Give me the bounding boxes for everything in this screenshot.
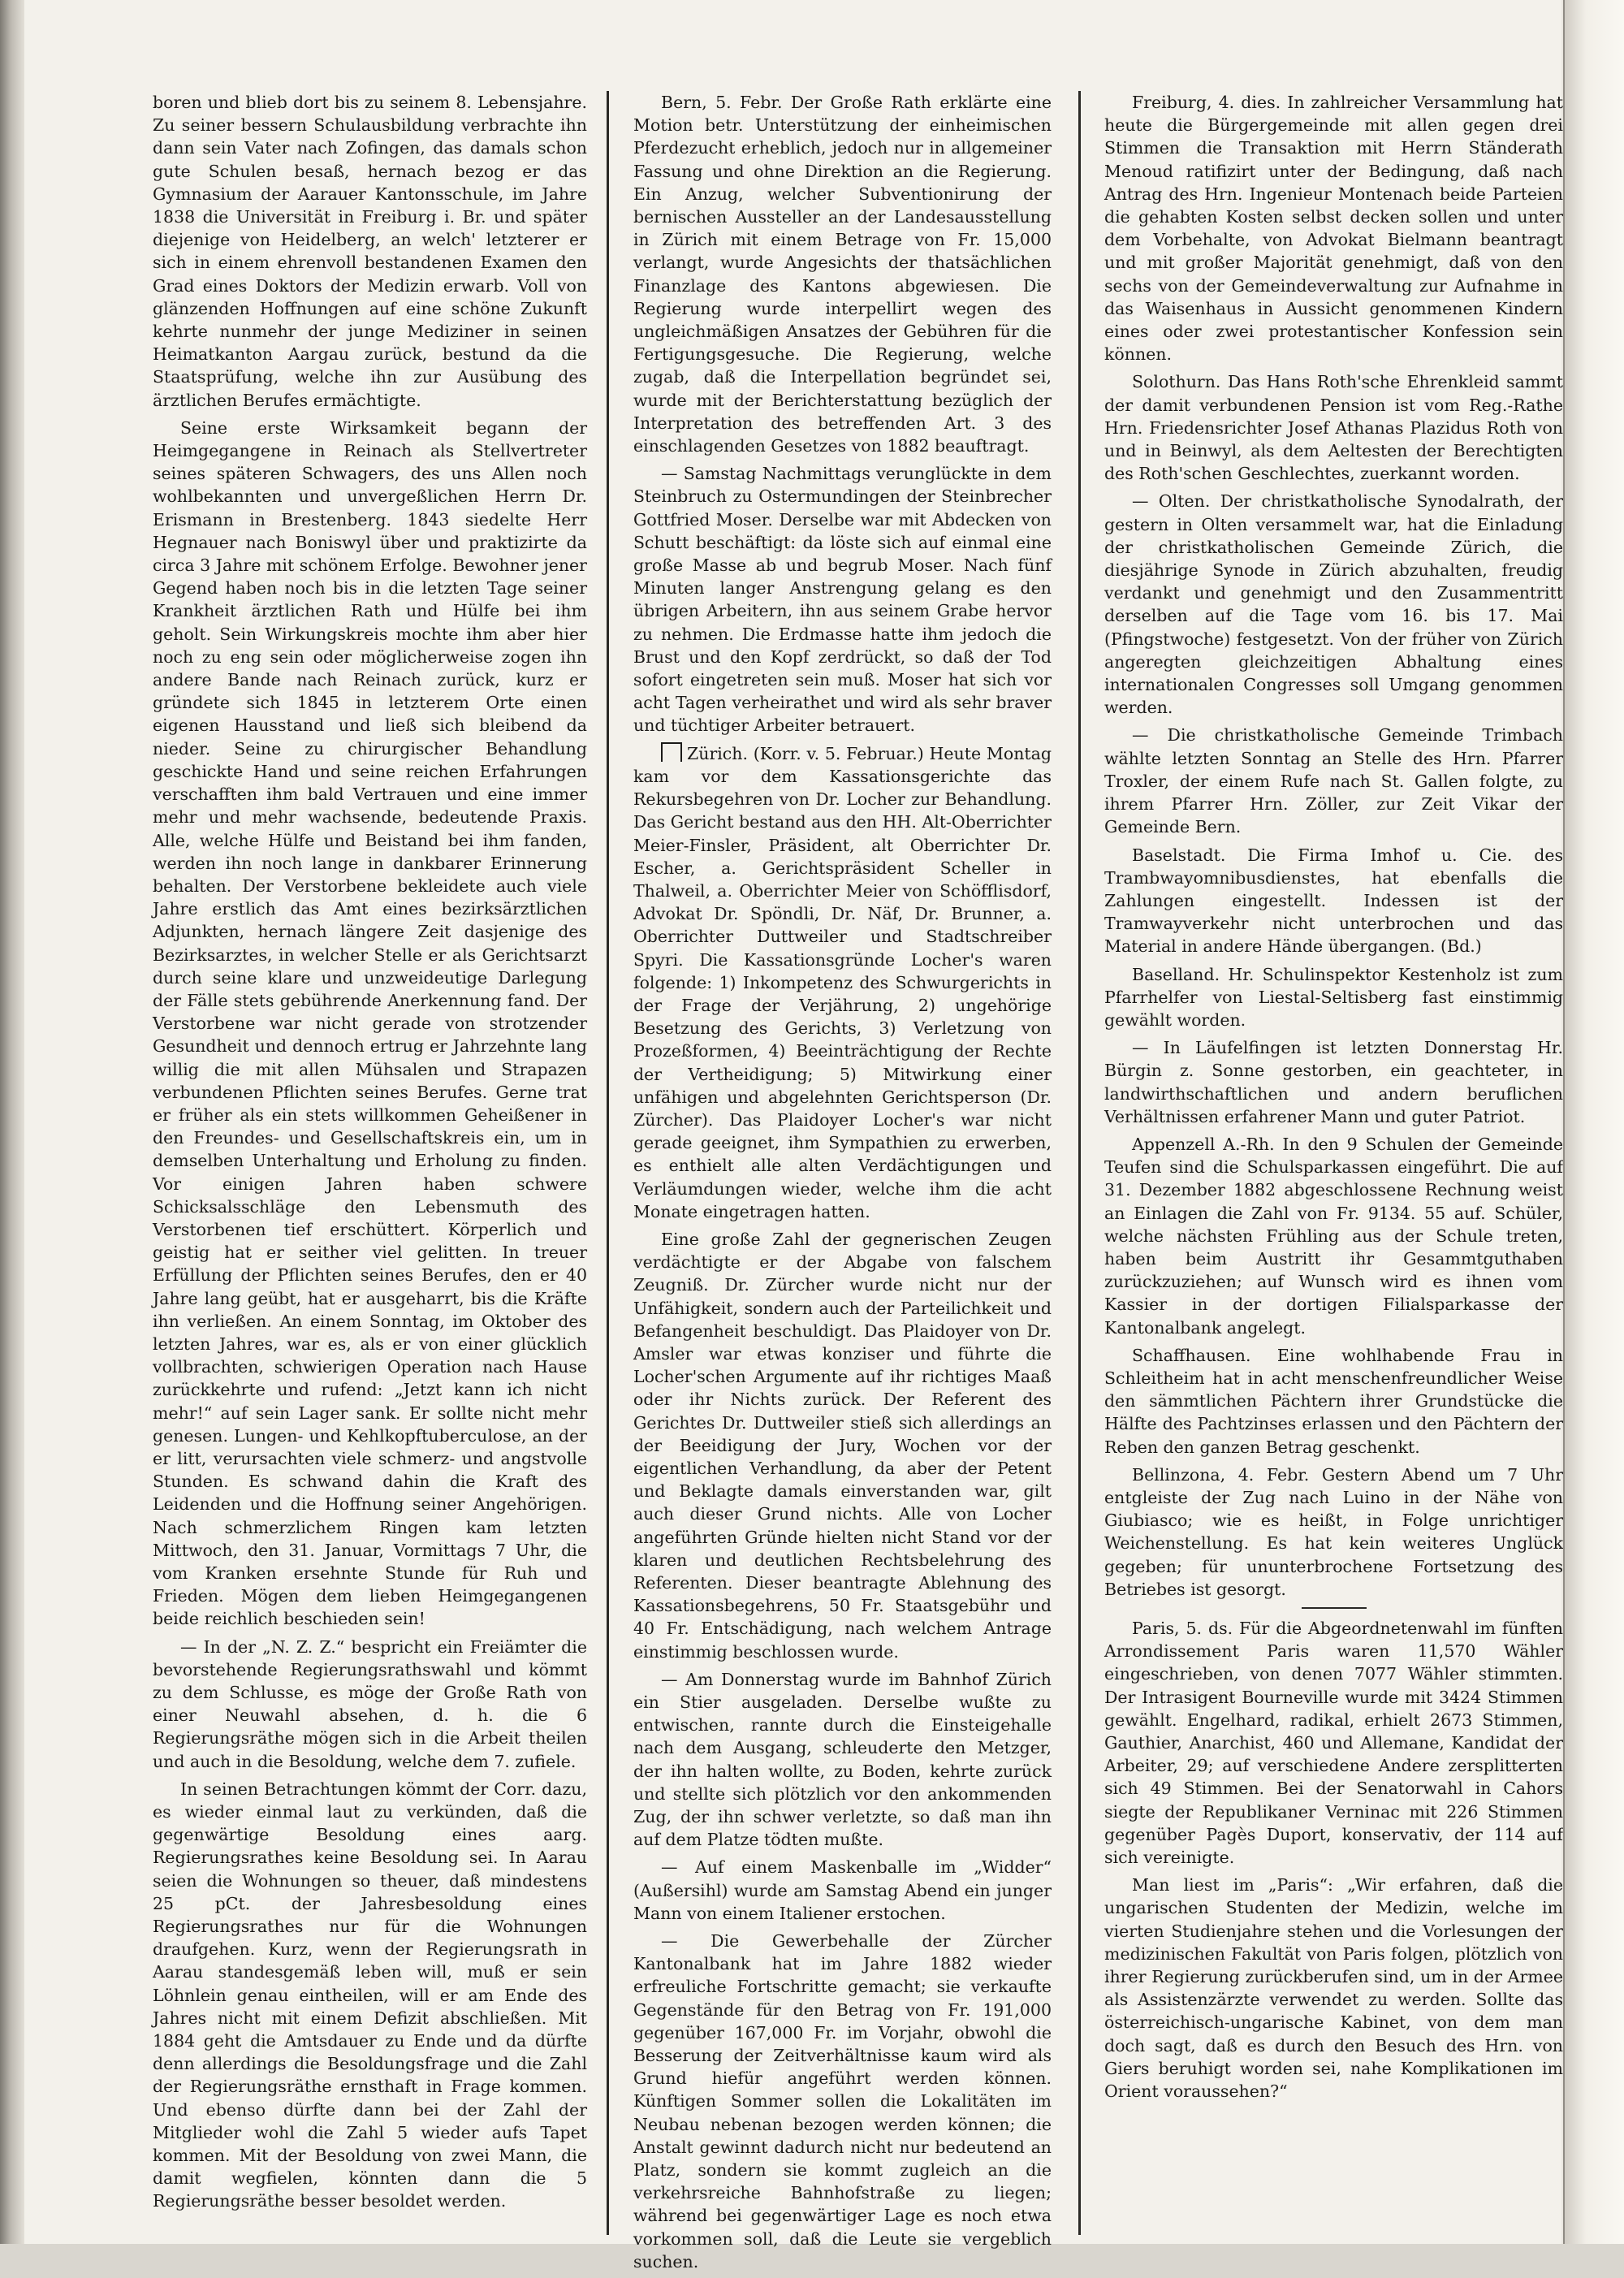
paragraph: Baselland. Hr. Schulinspektor Kestenholz ist zum Pfarrhelfer von Liestal-Seltisberg fast einstimmig gewählt worden. <box>1104 964 1563 1030</box>
paragraph-zurich <box>633 742 1052 1223</box>
section-separator <box>1302 1607 1367 1609</box>
newspaper-page <box>24 0 1563 2272</box>
correspondent-mark-icon <box>661 742 682 762</box>
paragraph: — Olten. Der christkatholische Synodalrath, der gestern in Olten versammelt war, hat die Einladung der christkatholischen Gemeinde Zürich, die diesjährige Synode in Zürich abzuhalten, freudig verdankt und genehmigt und den Zusammentritt derselben auf die Tage vom 16. bis 17. Mai (Pfingstwoche) festgesetzt. Von der früher von Zürich angeregten gleichzeitigen Abhaltung eines internationalen Congresses soll Umgang genommen werden. <box>1104 491 1563 718</box>
column-3 <box>1104 91 1563 2107</box>
paragraph: — Samstag Nachmittags verunglückte in dem Steinbruch zu Ostermundingen der Steinbrecher Gottfried Moser. Derselbe war mit Abdecken von Schutt beschäftigt: da löste sich auf einmal eine große Masse ab und begrub Moser. Nach fünf Minuten langer Anstrengung gelang es den übrigen Arbeitern, ihn aus seinem Grabe hervor zu nehmen. Die Erdmasse hatte ihm jedoch die Brust und den Kopf zerdrückt, so daß der Tod sofort eingetreten sein muß. Moser hat sich vor acht Tagen verheirathet und wird als sehr braver und tüchtiger Arbeiter betrauert. <box>633 464 1052 736</box>
paragraph: Paris, 5. ds. Für die Abgeordnetenwahl im fünften Arrondissement Paris waren 11,570 Wähler eingeschrieben, von denen 7077 Wähler stimmten. Der Intrasigent Bourneville wurde mit 3424 Stimmen gewählt. Engelhard, radikal, erhielt 2673 Stimmen, Gauthier, Anarchist, 460 und Allemane, Kandidat der Arbeiter, 29; auf verschiedene Andere zersplitterten sich 49 Stimmen. Bei der Senatorwahl in Cahors siegte der Republikaner Verninac mit 226 Stimmen gegenüber Pagès Duport, konservativ, der 114 auf sich vereinigte. <box>1104 1619 1563 1868</box>
binding-edge <box>0 0 24 2244</box>
paragraph: Schaffhausen. Eine wohlhabende Frau in Schleitheim hat in acht menschenfreundlicher Weise den sämmtlichen Pächtern ihrer Grundstücke die Hälfte des Pachtzinses erlassen und den Pächtern der Reben den ganzen Betrag geschenkt. <box>1104 1345 1563 1457</box>
paragraph: Appenzell A.-Rh. In den 9 Schulen der Gemeinde Teufen sind die Schulsparkassen eingeführt. Die auf 31. Dezember 1882 abgeschlossene Rechnung weist an Einlagen die Zahl von Fr. 9134. 55 auf. Schüler, welche nächsten Frühling aus der Schule treten, haben beim Austritt ihr Gesammtguthaben zurückzuziehen; auf Wunsch wird es ihnen vom Kassier in der dortigen Filialsparkasse der Kantonalbank angelegt. <box>1104 1134 1563 1338</box>
paragraph: — Die christkatholische Gemeinde Trimbach wählte letzten Sonntag an Stelle des Hrn. Pfarrer Troxler, der einem Rufe nach St. Gallen folgte, zu ihrem Pfarrer Hrn. Zöller, zur Zeit Vikar der Gemeinde Bern. <box>1104 725 1563 837</box>
paragraph: — In Läufelfingen ist letzten Donnerstag Hr. Bürgin z. Sonne gestorben, ein geachteter, in landwirthschaftlichen und andern beruflichen Verhältnissen erfahrener Mann und guter Patriot. <box>1104 1038 1563 1126</box>
paragraph: Eine große Zahl der gegnerischen Zeugen verdächtigte er der Abgabe von falschem Zeugniß. Dr. Zürcher wurde nicht nur der Unfähigkeit, sondern auch der Parteilichkeit und Befangenheit beschuldigt. Das Plaidoyer von Dr. Amsler war etwas konziser und führte die Locher'schen Argumente auf ihr richtiges Maaß oder ihr Nichts zurück. Der Referent des Gerichtes Dr. Duttweiler stieß sich allerdings an der Beeidigung der Jury, Wochen vor der eigentlichen Verhandlung, da aber der Petent und Beklagte damals einverstanden war, gilt auch dieser Grund nichts. Alle von Locher angeführten Gründe hielten nicht Stand vor der klaren und deutlichen Rechtsbelehrung des Referenten. Dieser beantragte Ablehnung des Kassationsbegehrens, 50 Fr. Staatsgebühr und 40 Fr. Entschädigung, nach welchem Antrage einstimmig beschlossen wurde. <box>633 1229 1052 1662</box>
paragraph: boren und blieb dort bis zu seinem 8. Lebensjahre. Zu seiner bessern Schulausbildung verbrachte ihn dann sein Vater nach Zofingen, das damals schon gute Schulen besaß, hernach bezog er das Gymnasium der Aarauer Kantonsschule, im Jahre 1838 die Universität in Freiburg i. Br. und später diejenige von Heidelberg, an welch' letzterer er sich in einem ehrenvoll bestandenen Examen den Grad eines Doktors der Medizin erwarb. Voll von glänzenden Hoffnungen auf eine schöne Zukunft kehrte nunmehr der junge Mediziner in seinen Heimatkanton Aargau zurück, bestund da die Staatsprüfung, welche ihn zur Ausübung des ärztlichen Berufes ermächtigte. <box>153 93 587 410</box>
paragraph: Solothurn. Das Hans Roth'sche Ehrenkleid sammt der damit verbundenen Pension ist vom Reg.-Rathe Hrn. Friedensrichter Josef Athanas Plazidus Roth von und in Beinwyl, als dem Aeltesten der Berechtigten des Roth'schen Geschlechtes, zuerkannt worden. <box>1104 372 1563 484</box>
paragraph: Freiburg, 4. dies. In zahlreicher Versammlung hat heute die Bürgergemeinde mit allen gegen drei Stimmen die Transaktion mit Herrn Ständerath Menoud ratifizirt unter der Bedingung, daß nach Antrag des Hrn. Ingenieur Montenach beide Parteien die gehabten Kosten selbst decken sollen und unter dem Vorbehalte, von Advokat Bielmann beantragt und mit großer Majorität genehmigt, daß von den sechs von der Gemeindeverwaltung zur Aufnahme in das Waisenhaus in Aussicht genommenen Kindern eines oder zwei protestantischer Konfession sein können. <box>1104 93 1563 365</box>
paragraph: — In der „N. Z. Z.“ bespricht ein Freiämter die bevorstehende Regierungsrathswahl und kömmt zu dem Schlusse, es möge der Große Rath von einer Neuwahl absehen, d. h. die 6 Regierungsräthe mögen sich in die Arbeit theilen und auch in die Besoldung, welche dem 7. zufiele. <box>153 1636 587 1771</box>
paragraph: Seine erste Wirksamkeit begann der Heimgegangene in Reinach als Stellvertreter seines späteren Schwagers, des uns Allen noch wohlbekannten und unvergeßlichen Herrn Dr. Erismann in Brestenberg. 1843 siedelte Herr Hegnauer nach Boniswyl über und praktizirte da circa 3 Jahre mit schönem Erfolge. Bewohner jener Gegend haben noch bis in die letzten Tage seiner Krankheit ärztlichen Rath und Hülfe bei ihm geholt. Sein Wirkungskreis mochte ihm aber hier noch zu eng sein oder möglicherweise zogen ihn andere Bande nach Reinach zurück, kurz er gründete sich 1845 in letzterem Orte einen eigenen Hausstand und ließ sich bleibend da nieder. Seine zu chirurgischer Behandlung geschickte Hand und seine reichen Erfahrungen verschafften ihm bald Vertrauen und eine immer mehr und mehr wachsende, bedeutende Praxis. Alle, welche Hülfe und Beistand bei ihm fanden, werden ihn noch lange in dankbarer Erinnerung behalten. Der Verstorbene bekleidete auch viele Jahre erstlich das Amt eines bezirksärztlichen Adjunkten, hernach längere Zeit dasjenige des Bezirksarztes, in welcher Stelle er als Gerichtsarzt durch seine klare und unzweideutige Darlegung der Fälle stets gebührende Anerkennung fand. Der Verstorbene war nicht gerade von strotzender Gesundheit und dennoch ertrug er Jahrzehnte lang willig die mit allen Mühsalen und Strapazen verbundenen Pflichten seines Berufes. Gerne trat er früher als ein stets willkommen Geheißener in den Freundes- und Gesellschaftskreis ein, um in demselben Unterhaltung und Erholung zu finden. Vor einigen Jahren haben schwere Schicksalsschläge den Lebensmuth des Verstorbenen tief erschüttert. Körperlich und geistig hat er seither viel gelitten. In treuer Erfüllung der Pflichten seines Berufes, den er 40 Jahre lang geübt, hat er ausgeharrt, bis die Kräfte ihn verließen. An einem Sonntag, im Oktober des letzten Jahres, war es, als er von einer glücklich vollbrachten, schwierigen Operation nach Hause zurückkehrte und rufend: „Jetzt kann ich nicht mehr!“ auf sein Lager sank. Er sollte nicht mehr genesen. Lungen- und Kehlkopftuberculose, an der er litt, verursachten viele schmerz- und angstvolle Stunden. Es schwand dahin die Kraft des Leidenden und die Hoffnung seiner Angehörigen. Nach schmerzlichem Ringen kam letzten Mittwoch, den 31. Januar, Vormittags 7 Uhr, die vom Kranken ersehnte Stunde für Ruh und Frieden. Mögen dem lieben Heimgegangenen beide reichlich beschieden sein! <box>153 417 587 1629</box>
column-2 <box>633 91 1052 2278</box>
paragraph: In seinen Betrachtungen kömmt der Corr. dazu, es wieder einmal laut zu verkünden, daß die gegenwärtige Besoldung eines aarg. Regierungsrathes keine Besoldung sei. In Aarau seien die Wohnungen so theuer, daß mindestens 25 pCt. der Jahresbesoldung eines Regierungsrathes nur für die Wohnungen draufgehen. Kurz, wenn der Regierungsrath in Aarau standesgemäß leben will, muß er sein Löhnlein genau eintheilen, will er am Ende des Jahres nicht mit einem Defizit abschließen. Mit 1884 geht die Amtsdauer zu Ende und da dürfte denn allerdings die Besoldungsfrage und die Zahl der Regierungsräthe ernsthaft in Frage kommen. Und ebenso dürfte dann bei der Zahl der Mitglieder wohl die Zahl 5 wieder aufs Tapet kommen. Mit der Besoldung von zwei Mann, die damit wegfielen, könnten dann die 5 Regierungsräthe besser besoldet werden. <box>153 1779 587 2211</box>
paragraph: — Am Donnerstag wurde im Bahnhof Zürich ein Stier ausgeladen. Derselbe wußte zu entwischen, rannte durch die Einsteigehalle nach dem Ausgang, schleuderte den Metzger, der ihn halten wollte, zu Boden, kehrte zurück und stellte sich plötzlich vor den ankommenden Zug, der ihn schwer verletzte, so daß man ihn auf dem Platze tödten mußte. <box>633 1669 1052 1850</box>
column-divider <box>1078 91 1081 2235</box>
paragraph: — Auf einem Maskenballe im „Widder“ (Außersihl) wurde am Samstag Abend ein junger Mann von einem Italiener erstochen. <box>633 1857 1052 1923</box>
paragraph: Baselstadt. Die Firma Imhof u. Cie. des Trambwayomnibusdienstes, hat ebenfalls die Zahlungen eingestellt. Indessen ist der Tramwayverkehr nicht unterbrochen und das Material in andere Hände übergangen. (Bd.) <box>1104 845 1563 957</box>
column-1 <box>153 91 587 2218</box>
adjacent-page-edge <box>1563 0 1624 2244</box>
paragraph-text: Zürich. (Korr. v. 5. Februar.) Heute Montag kam vor dem Kassationsgerichte das Rekursbegehren von Dr. Locher zur Behandlung. Das Gericht bestand aus den HH. Alt-Oberrichter Meier-Finsler, Präsident, alt Oberrichter Dr. Escher, a. Gerichtspräsident Scheller in Thalweil, a. Oberrichter Meier von Schöfflisdorf, Advokat Dr. Spöndli, Dr. Näf, Dr. Brunner, a. Oberrichter Duttweiler und Stadtschreiber Spyri. Die Kassationsgründe Locher's waren folgende: 1) Inkompetenz des Schwurgerichts in der Frage der Verjährung, 2) ungehörige Besetzung des Gerichts, 3) Verletzung von Prozeßformen, 4) Beeinträchtigung der Rechte der Vertheidigung; 5) Mitwirkung einer unfähigen und abgelehnten Gerichtsperson (Dr. Zürcher). Das Plaidoyer Locher's war nicht gerade geeignet, ihm Sympathien zu erwerben, es enthielt alle alten Verdächtigungen und Verläumdungen wieder, welche ihm die acht Monate eingetragen hatten. <box>633 743 1052 1221</box>
paragraph: Bern, 5. Febr. Der Große Rath erklärte eine Motion betr. Unterstützung der einheimischen Pferdezucht erheblich, jedoch nur in allgemeiner Fassung und ohne Direktion an die Regierung. Ein Anzug, welcher Subventionirung der bernischen Aussteller an der Landesausstellung in Zürich mit einem Betrage von Fr. 15,000 verlangt, wurde Angesichts der thatsächlichen Finanzlage des Kantons abgewiesen. Die Regierung wurde interpellirt wegen des ungleichmäßigen Ansatzes der Gebühren für die Fertigungsgesuche. Die Regierung, welche zugab, daß die Interpellation begründet sei, wurde mit der Berichterstattung bezüglich der Interpretation des betreffenden Art. 3 des einschlagenden Gesetzes von 1882 beauftragt. <box>633 93 1052 456</box>
paragraph: Bellinzona, 4. Febr. Gestern Abend um 7 Uhr entgleiste der Zug nach Luino in der Nähe von Giubiasco; wie es heißt, in Folge unrichtiger Weichenstellung. Es hat kein weiteres Unglück gegeben; für ununterbrochene Fortsetzung des Betriebes ist gesorgt. <box>1104 1464 1563 1599</box>
paragraph: Man liest im „Paris“: „Wir erfahren, daß die ungarischen Studenten der Medizin, welche im vierten Studienjahre stehen und die Vorlesungen der medizinischen Fakultät von Paris folgen, plötzlich von ihrer Regierung zurückberufen sind, um in der Armee als Assistenzärzte verwendet zu werden. Sollte das österreichisch-ungarische Kabinet, von dem man doch sagt, daß es durch den Besuch des Hrn. von Giers beruhigt worden sei, nahe Komplikationen im Orient voraussehen?“ <box>1104 1875 1563 2102</box>
paragraph: — Die Gewerbehalle der Zürcher Kantonalbank hat im Jahre 1882 wieder erfreuliche Fortschritte gemacht; sie verkaufte Gegenstände für den Betrag von Fr. 191,000 gegenüber 167,000 Fr. im Vorjahr, obwohl die Besserung der Zeitverhältnisse kaum wird als Grund hiefür angeführt werden können. Künftigen Sommer sollen die Lokalitäten im Neubau nebenan bezogen werden können; die Anstalt gewinnt dadurch nicht nur bedeutend an Platz, sondern sie kommt zugleich an die verkehrsreiche Bahnhofstraße zu liegen; während bei gegenwärtiger Lage es noch etwa vorkommen soll, daß die Leute sie vergeblich suchen. <box>633 1931 1052 2272</box>
column-divider <box>607 91 609 2235</box>
